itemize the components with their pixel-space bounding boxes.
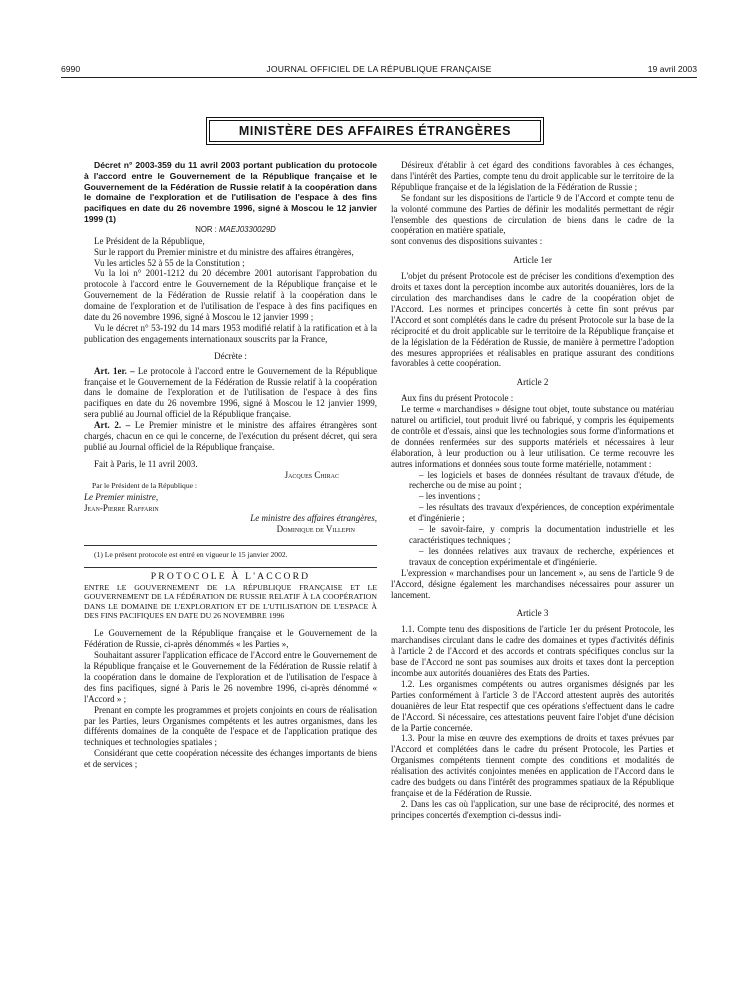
- preamble-conclusion: sont convenus des dispositions suivantes :: [391, 236, 543, 247]
- article-3-para-1-1: 1.1. Compte tenu des dispositions de l'article 1er du présent Protocole, les marchandises circulant dans le cadre des domaines et types d'activités définis à l'article 2 de l'Accord et des accords et contrats spécifiques conclus sur la base de l'Accord ne sont pas soumises aux droits et taxes dont la perception incombe aux autorités douanières des Etats des Parties.: [391, 624, 674, 678]
- article-3-heading: Article 3: [516, 608, 549, 619]
- article-2-heading: Article 2: [516, 377, 549, 388]
- right-column: [391, 160, 674, 986]
- visa-decret: Vu le décret n° 53-192 du 14 mars 1953 modifié relatif à la ratification et à la publication des engagements internationaux souscrits par la France,: [84, 322, 377, 344]
- ministry-heading-box: [206, 117, 544, 145]
- article-1-heading: Article 1er: [513, 255, 552, 266]
- article-2: [84, 420, 377, 453]
- visa-constitution: Vu les articles 52 à 55 de la Constitution ;: [94, 257, 245, 268]
- signature-raffarin: Jean-Pierre Raffarin: [84, 502, 159, 513]
- premier-ministre-label: Le Premier ministre,: [84, 491, 159, 502]
- article-1-body: L'objet du présent Protocole est de préciser les conditions d'exemption des droits et taxes dont la perception incombe aux autorités douanières, lors de la circulation des marchandises dans le cadre de la coopération objet de l'Accord. Les normes et principes concertés à cette fin sont prévus par l'Accord et sont complétés dans le cadre du présent Protocole sur la base de la réciprocité et du droit applicable sur le territoire de la République française et de la législation de la Fédération de Russie, de manière à permettre l'adoption des mesures appropriées et réalisables en pratique assurant des conditions favorables à cette coopération.: [391, 271, 674, 369]
- article-1-label: Art. 1er. –: [94, 365, 135, 376]
- definition-item: – les données relatives aux travaux de recherche, expériences et travaux de conception expérimentale et d'ingénierie.: [409, 545, 674, 567]
- page-number: 6990: [61, 64, 81, 74]
- nor-value: MAEJ0330029D: [219, 224, 276, 234]
- article-2-body: Le terme « marchandises » désigne tout objet, toute substance ou matériau naturel ou artificiel, tout produit livré ou fabriqué, y compris les équipements de contrôle et d'essais, ainsi que les technologies sous forme d'informations et de données renfermées sur des supports matériels et nécessaires à leur élaboration, à leur production ou à leur utilisation. Ce terme recouvre les autres informations et données sous toute forme matérielle, notamment :: [391, 404, 674, 469]
- visa-loi: Vu la loi n° 2001-1212 du 20 décembre 2001 autorisant l'approbation du protocole à l'accord entre le Gouvernement de la République française et le Gouvernement de la Fédération de Russie relatif à la coopération dans le domaine de l'exploration et de l'utilisation de l'espace à des fins pacifiques en date du 26 novembre 1996, signé à Moscou le 12 janvier 1999 ;: [84, 268, 377, 323]
- article-2-text: Le Premier ministre et le ministre des affaires étrangères sont chargés, chacun en ce qui le concerne, de l'exécution du présent décret, qui sera publié au Journal officiel de la République française.: [84, 420, 377, 452]
- definition-item: – les logiciels et bases de données résultant de travaux d'étude, de recherche ou de mise au point ;: [409, 469, 674, 491]
- article-3-para-1-3: 1.3. Pour la mise en œuvre des exemptions de droits et taxes prévues par l'Accord et complétées dans le cadre du présent Protocole, les Parties et Organismes compétents tiennent compte des conditions et modalités de réalisation des activités conjointes menées en application de l'Accord dans le cadre des budgets ou dans l'intérêt des programmes spatiaux de la République française et de la Fédération de Russie.: [391, 733, 674, 798]
- protocole-heading: PROTOCOLE À L'ACCORD: [150, 571, 311, 583]
- par-le-president: Par le Président de la République :: [92, 480, 198, 490]
- header-rule: [61, 77, 697, 78]
- article-2-body-2: L'expression « marchandises pour un lancement », au sens de l'article 9 de l'Accord, désigne également les marchandises nécessaires pour assurer un lancement.: [391, 567, 674, 600]
- nor-reference: [84, 225, 377, 236]
- definition-item: – les inventions ;: [419, 491, 481, 502]
- preamble-considerant: Considérant que cette coopération nécessite des échanges importants de biens et de services ;: [84, 748, 377, 770]
- journal-title: JOURNAL OFFICIEL DE LA RÉPUBLIQUE FRANÇAISE: [266, 64, 492, 74]
- page-header: [61, 64, 697, 76]
- definition-list: [391, 470, 674, 568]
- preamble-souhaitant: Souhaitant assurer l'application efficace de l'Accord entre le Gouvernement de la République française et le Gouvernement de la Fédération de Russie relatif à la coopération dans le domaine de l'exploration et de l'utilisation de l'espace à des fins pacifiques, signé à Paris le 26 novembre 1996, ci-après dénommé « l'Accord » ;: [84, 650, 377, 704]
- decree-title: Décret n° 2003-359 du 11 avril 2003 portant publication du protocole à l'accord entre le Gouvernement de la République française et le Gouvernement de la Fédération de Russie relatif à la coopération dans le domaine de l'exploration et de l'utilisation de l'espace à des fins pacifiques en date du 26 novembre 1996, signé à Moscou le 12 janvier 1999 (1): [84, 160, 377, 224]
- definition-item: – le savoir-faire, y compris la documentation industrielle et les caractéristiques techniques ;: [409, 524, 674, 545]
- article-3-para-1-2: 1.2. Les organismes compétents ou autres organismes désignés par les Parties conformément à l'article 3 de l'Accord attestent auprès des autorités douanières de leur Etat respectif que ces opérations s'effectuent dans le cadre de l'Accord. Si nécessaire, ces attestations peuvent faire l'objet d'une décision de la Partie concernée.: [391, 678, 674, 733]
- ministry-heading: MINISTÈRE DES AFFAIRES ÉTRANGÈRES: [209, 120, 541, 142]
- footnote: (1) Le présent protocole est entré en vigueur le 15 janvier 2002.: [94, 550, 288, 560]
- fait-a-paris: Fait à Paris, le 11 avril 2003.: [94, 458, 198, 469]
- visa-president: Le Président de la République,: [94, 235, 205, 246]
- article-1-text: Le protocole à l'accord entre le Gouvernement de la République française et le Gouvernement de la Fédération de Russie relatif à la coopération dans le domaine de l'exploration et de l'utilisation de l'espace à des fins pacifiques en date du 26 novembre 1996, signé à Moscou le 12 janvier 1999, sera publié au Journal officiel de la République française.: [84, 365, 377, 420]
- footnote-rule: [84, 545, 377, 546]
- protocole-subtitle: ENTRE LE GOUVERNEMENT DE LA RÉPUBLIQUE FRANÇAISE ET LE GOUVERNEMENT DE LA FÉDÉRATION DE RUSSIE RELATIF À LA COOPÉRATION DANS LE DOMAINE DE L'EXPLORATION ET DE L'UTILISATION DE L'ESPACE À DES FINS PACIFIQUES EN DATE DU 26 NOVEMBRE 1996: [84, 583, 377, 620]
- ministre-ae-label: Le ministre des affaires étrangères,: [250, 513, 377, 524]
- left-column: [84, 160, 377, 986]
- article-3-para-2: 2. Dans les cas où l'application, sur une base de réciprocité, des normes et principes concertés d'exemption ci-dessus indi-: [391, 798, 674, 820]
- article-2-label: Art. 2. –: [94, 420, 131, 431]
- signature-chirac: Jacques Chirac: [284, 469, 339, 480]
- article-1: [84, 366, 377, 421]
- article-2-intro: Aux fins du présent Protocole :: [401, 393, 514, 404]
- preamble-desireux: Désireux d'établir à cet égard des conditions favorables à ces échanges, dans l'intérêt des Parties, compte tenu du droit applicable sur le territoire de la République française et de la législation de la Fédération de Russie ;: [391, 160, 674, 192]
- preamble-prenant: Prenant en compte les programmes et projets conjoints en cours de réalisation par les Parties, leurs Organismes compétents et les autres organismes, dans les différents domaines de la conquête de l'espace et de l'application pratique des techniques et technologies spatiales ;: [84, 704, 377, 748]
- footnote-rule-bottom: [84, 567, 377, 568]
- nor-label: NOR :: [195, 224, 217, 234]
- decrete-label: Décrète :: [214, 350, 247, 361]
- visa-rapport: Sur le rapport du Premier ministre et du ministre des affaires étrangères,: [94, 246, 354, 257]
- issue-date: 19 avril 2003: [647, 64, 697, 74]
- preamble-se-fondant: Se fondant sur les dispositions de l'article 9 de l'Accord et compte tenu de la volonté commune des Parties de définir les modalités permettant de régir l'ensemble des questions de circulation de biens dans le cadre de la coopération en matière spatiale,: [391, 192, 674, 236]
- definition-item: – les résultats des travaux d'expériences, de conception expérimentale et d'ingénierie ;: [409, 502, 674, 524]
- preamble-parties: Le Gouvernement de la République française et le Gouvernement de la Fédération de Russie, ci-après dénommés « les Parties »,: [84, 628, 377, 650]
- signature-villepin: Dominique de Villepin: [276, 524, 355, 535]
